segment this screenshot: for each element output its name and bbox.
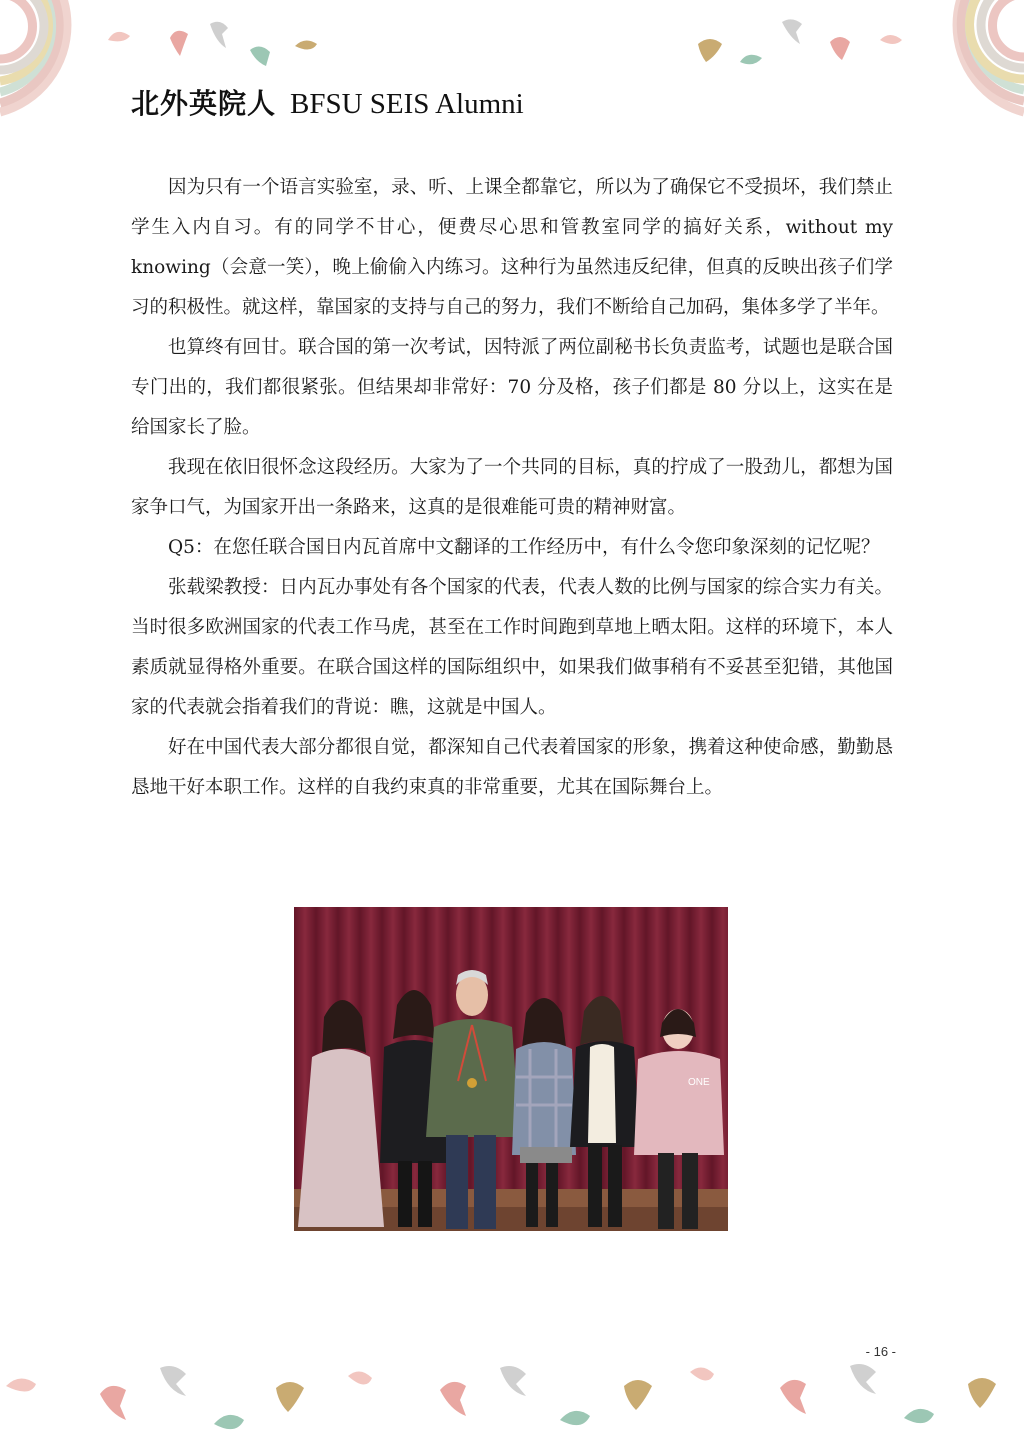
- header-title-chinese: 北外英院人: [131, 87, 277, 120]
- article-body: [131, 168, 893, 808]
- leaf-decoration-bottom-border: [0, 1358, 1024, 1448]
- question-paragraph: Q5：在您任联合国日内瓦首席中文翻译的工作经历中，有什么令您印象深刻的记忆呢？: [168, 537, 880, 558]
- rainbow-decoration-top-right: [924, 0, 1024, 118]
- paragraph: 我现在依旧很怀念这段经历。大家为了一个共同的目标，真的拧成了一股劲儿，都想为国家争口气，为国家开出一条路来，这真的是很难能可贵的精神财富。: [131, 457, 893, 518]
- leaf-decoration-top-left: [100, 10, 340, 80]
- group-photo-illustration: [294, 907, 728, 1231]
- group-photo: [294, 907, 728, 1231]
- rainbow-decoration-top-left: [0, 0, 100, 118]
- answer-paragraph: 张载梁教授：日内瓦办事处有各个国家的代表，代表人数的比例与国家的综合实力有关。当时很多欧洲国家的代表工作马虎，甚至在工作时间跑到草地上晒太阳。这样的环境下，本人素质就显得格外重要。在联合国这样的国际组织中，如果我们做事稍有不妥甚至犯错，其他国家的代表就会指着我们的背说：瞧，这就是中国人。: [131, 577, 893, 718]
- paragraph: 因为只有一个语言实验室，录、听、上课全都靠它，所以为了确保它不受损坏，我们禁止学生入内自习。有的同学不甘心，便费尽心思和管教室同学的搞好关系，without my knowing（会意一笑），晚上偷偷入内练习。这种行为虽然违反纪律，但真的反映出孩子们学习的积极性。就这样，靠国家的支持与自己的努力，我们不断给自己加码，集体多学了半年。: [131, 177, 893, 318]
- page-number: - 16 -: [865, 1344, 896, 1359]
- paragraph: 好在中国代表大部分都很自觉，都深知自己代表着国家的形象，携着这种使命感，勤勤恳恳地干好本职工作。这样的自我约束真的非常重要，尤其在国际舞台上。: [131, 737, 893, 798]
- header-title-english: BFSU SEIS Alumni: [290, 88, 524, 120]
- page-header: [131, 82, 524, 126]
- paragraph: 也算终有回甘。联合国的第一次考试，因特派了两位副秘书长负责监考，试题也是联合国专门出的，我们都很紧张。但结果却非常好：70 分及格，孩子们都是 80 分以上，这实在是给国家长了脸。: [131, 337, 893, 438]
- hoodie-text: ONE: [688, 1077, 710, 1088]
- leaf-decoration-top-right: [690, 10, 930, 80]
